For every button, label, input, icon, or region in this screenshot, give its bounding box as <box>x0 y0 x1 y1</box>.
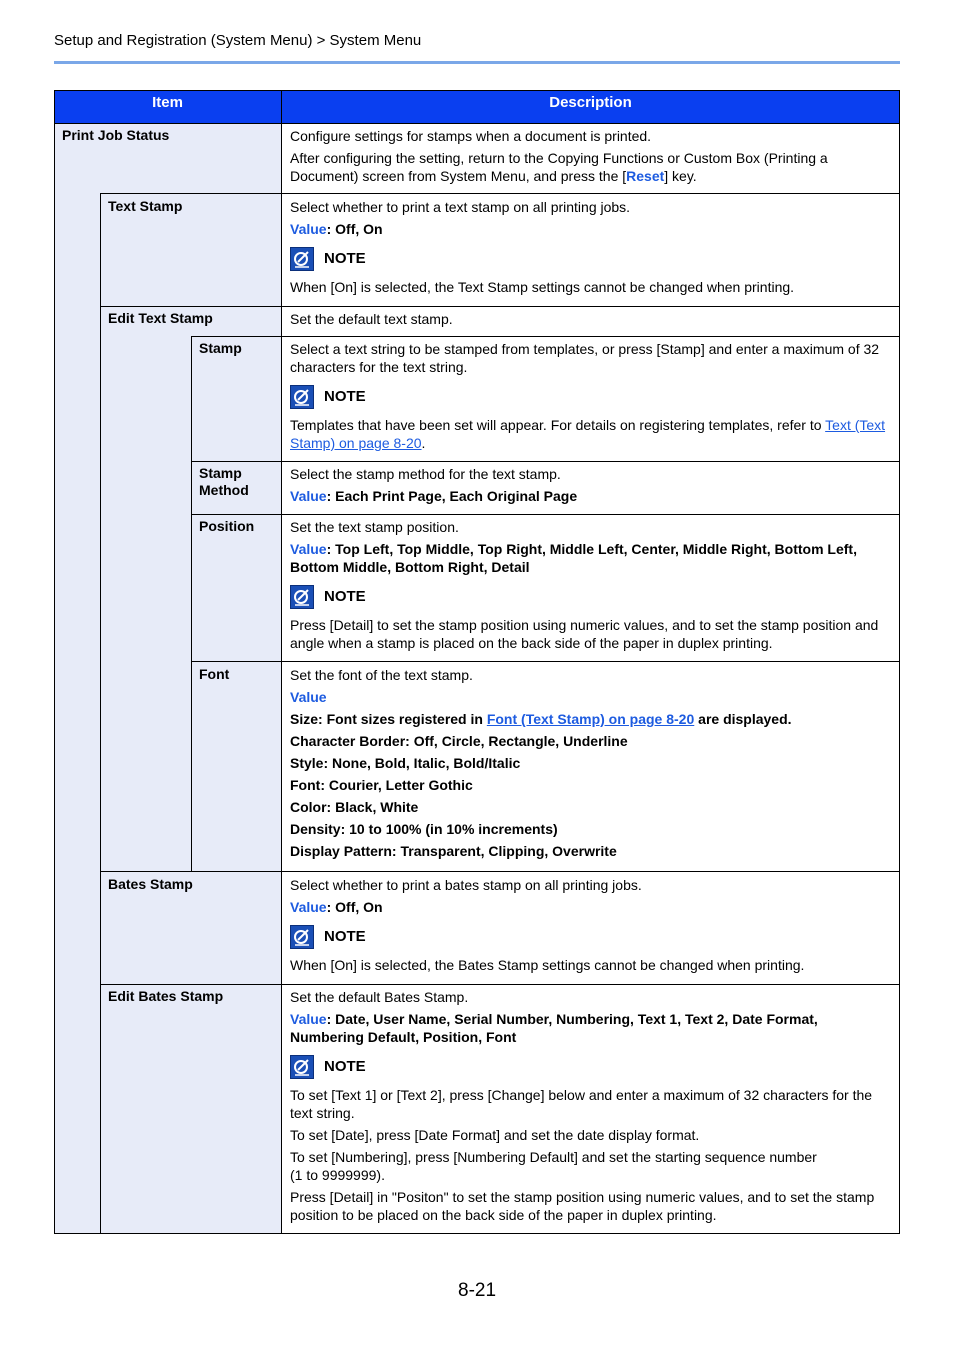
value-line: Color: Black, White <box>290 799 419 815</box>
item-edit-bates-stamp: Edit Bates Stamp <box>108 988 224 1004</box>
desc-stamp <box>290 340 892 456</box>
note-heading: NOTE <box>290 924 892 950</box>
desc-text: Select a text string to be stamped from templates, or press [Stamp] and enter a maximum of 32 characters for the text string. <box>290 341 880 375</box>
row-divider <box>191 661 900 662</box>
table-border-left <box>54 90 55 1234</box>
desc-position <box>290 518 892 656</box>
row-divider <box>100 871 900 872</box>
column-header-item: Item <box>152 94 183 111</box>
note-heading: NOTE <box>290 1054 892 1080</box>
header-bottom <box>54 123 900 124</box>
value-line: Size: Font sizes registered in Font (Text Stamp) on page 8-20 are displayed. <box>290 711 792 727</box>
note-text: To set [Numbering], press [Numbering Default] and set the starting sequence number (1 to 9999999). <box>290 1149 817 1183</box>
item-stamp: Stamp <box>199 340 242 356</box>
row-divider <box>100 193 900 194</box>
page-number: 8-21 <box>458 1280 497 1301</box>
item-edit-text-stamp: Edit Text Stamp <box>108 310 213 326</box>
item-stamp-method: Stamp Method <box>199 465 249 498</box>
note-text: To set [Text 1] or [Text 2], press [Change] below and enter a maximum of 32 characters for the text string. <box>290 1087 873 1121</box>
item-bates-stamp: Bates Stamp <box>108 876 193 892</box>
note-icon <box>290 247 314 271</box>
reset-key-label: Reset <box>626 168 665 184</box>
table-border-bottom <box>54 1233 900 1234</box>
note-text: When [On] is selected, the Text Stamp settings cannot be changed when printing. <box>290 279 795 295</box>
desc-text: Configure settings for stamps when a document is printed. <box>290 128 652 144</box>
column-header-description: Description <box>549 94 632 111</box>
value-line: Density: 10 to 100% (in 10% increments) <box>290 821 558 837</box>
row-divider <box>191 336 900 337</box>
item-print-job-status: Print Job Status <box>62 127 170 143</box>
note-heading: NOTE <box>290 384 892 410</box>
value-line: Value: Off, On <box>290 221 383 237</box>
indent-divider-level2 <box>100 193 101 1234</box>
note-text: Templates that have been set will appear. For details on registering templates, refer to Text (Text Stamp) on page 8-20. <box>290 417 886 451</box>
table-header <box>54 90 900 124</box>
note-icon <box>290 385 314 409</box>
desc-text: Select whether to print a bates stamp on all printing jobs. <box>290 877 642 893</box>
desc-print-job-status <box>290 127 892 189</box>
page-breadcrumb: Setup and Registration (System Menu) > System Menu <box>54 32 422 49</box>
table-border-right <box>899 90 900 1234</box>
row-divider <box>191 461 900 462</box>
note-icon <box>290 925 314 949</box>
row-divider <box>100 984 900 985</box>
desc-text: Set the font of the text stamp. <box>290 667 473 683</box>
desc-font <box>290 666 892 864</box>
link-text-stamp[interactable]: Text (Text Stamp) on page 8-20 <box>290 417 886 451</box>
desc-text: Set the default Bates Stamp. <box>290 989 469 1005</box>
header-rule <box>54 61 900 64</box>
value-line: Style: None, Bold, Italic, Bold/Italic <box>290 755 521 771</box>
desc-edit-text-stamp <box>290 310 892 332</box>
note-heading: NOTE <box>290 246 892 272</box>
item-font: Font <box>199 666 230 682</box>
desc-edit-bates-stamp <box>290 988 892 1228</box>
desc-text-stamp <box>290 198 892 300</box>
note-text: Press [Detail] in "Positon" to set the stamp position using numeric values, and to set the stamp position to be placed on the back side of the paper in duplex printing. <box>290 1189 875 1223</box>
item-position: Position <box>199 518 255 534</box>
desc-text: Select whether to print a text stamp on all printing jobs. <box>290 199 631 215</box>
value-line: Character Border: Off, Circle, Rectangle, Underline <box>290 733 628 749</box>
note-text: When [On] is selected, the Bates Stamp settings cannot be changed when printing. <box>290 957 805 973</box>
desc-bates-stamp <box>290 876 892 978</box>
indent-divider-level3 <box>191 336 192 871</box>
value-line: Value: Off, On <box>290 899 383 915</box>
note-text: Press [Detail] to set the stamp position using numeric values, and to set the stamp position and angle when a stamp is placed on the back side of the paper in duplex printing. <box>290 617 879 651</box>
note-icon <box>290 585 314 609</box>
column-divider <box>281 90 282 1234</box>
desc-text: Set the text stamp position. <box>290 519 459 535</box>
link-font-text-stamp[interactable]: Font (Text Stamp) on page 8-20 <box>486 711 695 727</box>
table-border-top <box>54 90 900 91</box>
value-heading: Value <box>290 689 327 705</box>
desc-text: Set the default text stamp. <box>290 311 453 327</box>
note-heading: NOTE <box>290 584 892 610</box>
desc-stamp-method <box>290 465 892 509</box>
value-line: Font: Courier, Letter Gothic <box>290 777 473 793</box>
note-icon <box>290 1055 314 1079</box>
desc-text: Select the stamp method for the text stamp. <box>290 466 561 482</box>
item-text-stamp: Text Stamp <box>108 198 183 214</box>
value-line: Value: Each Print Page, Each Original Page <box>290 488 578 504</box>
note-text: To set [Date], press [Date Format] and set the date display format. <box>290 1127 700 1143</box>
row-divider <box>100 306 900 307</box>
value-line: Value: Date, User Name, Serial Number, Numbering, Text 1, Text 2, Date Format, Numbering Default, Position, Font <box>290 1011 818 1045</box>
desc-text: After configuring the setting, return to the Copying Functions or Custom Box (Printing a Document) screen from System Menu, and press the [Reset] key. <box>290 150 828 184</box>
value-line: Display Pattern: Transparent, Clipping, Overwrite <box>290 843 617 859</box>
value-line: Value: Top Left, Top Middle, Top Right, Middle Left, Center, Middle Right, Bottom Left, Bottom Middle, Bottom Right, Detail <box>290 541 857 575</box>
row-divider <box>191 514 900 515</box>
